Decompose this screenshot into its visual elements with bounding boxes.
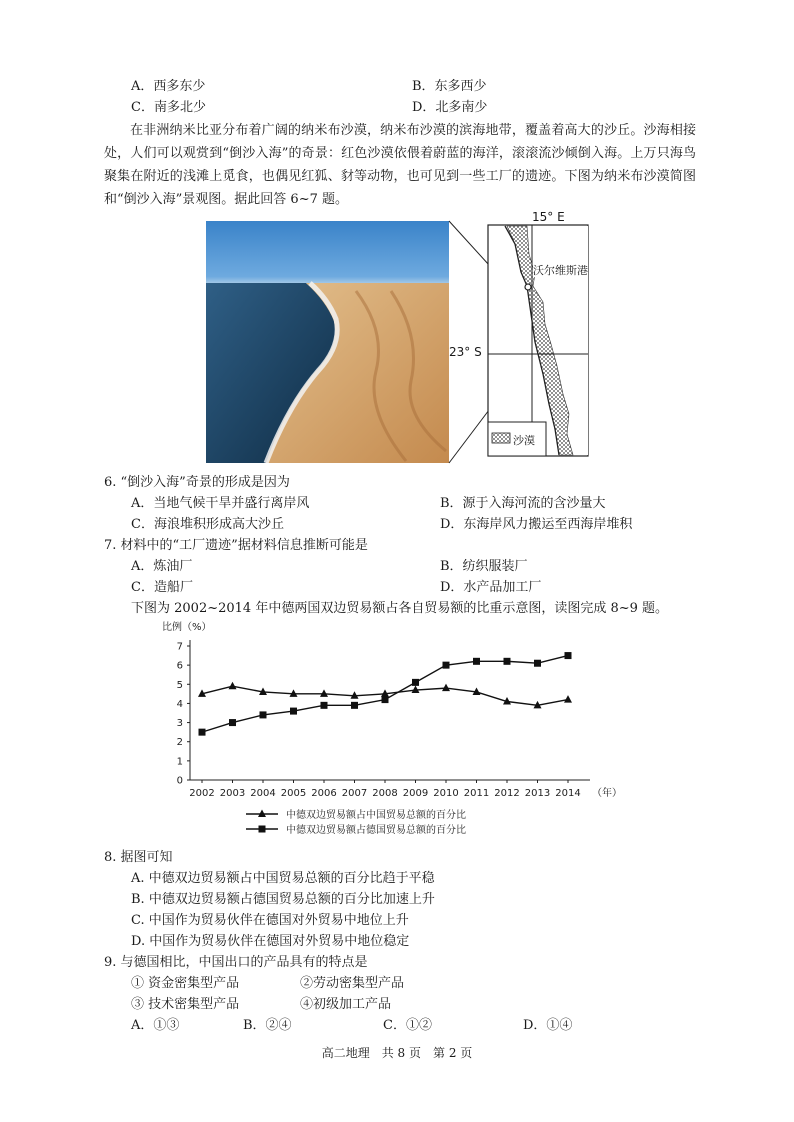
- legend-desert-swatch: [492, 433, 510, 443]
- q8-option-b: B. 中德双边贸易额占德国贸易总额的百分比加速上升: [131, 892, 435, 907]
- y-tick-label: 7: [176, 641, 183, 653]
- q7-stem: 7. 材料中的“工厂遗迹”据材料信息推断可能是: [104, 538, 368, 553]
- square-point: [229, 719, 236, 726]
- x-tick-label: 2007: [341, 788, 368, 799]
- y-tick-label: 0: [176, 775, 183, 787]
- square-point: [443, 662, 450, 669]
- x-tick-label: 2011: [463, 788, 490, 799]
- q9-option-b: B．②④: [243, 1018, 292, 1033]
- walvis-bay-marker: [525, 284, 531, 290]
- x-tick-label: 2008: [372, 788, 398, 799]
- triangle-point: [229, 682, 237, 690]
- square-point: [534, 660, 541, 667]
- legend-triangle-marker: [258, 810, 266, 818]
- x-tick-label: 2013: [524, 788, 551, 799]
- triangle-point: [442, 684, 450, 692]
- q7-option-a: A．炼油厂: [131, 559, 193, 574]
- x-tick-label: 2003: [219, 788, 246, 799]
- x-tick-label: 2002: [189, 788, 215, 799]
- legend-label-2: 中德双边贸易额占德国贸易总额的百分比: [286, 825, 466, 836]
- longitude-label: 15° E: [532, 210, 565, 224]
- square-point: [565, 652, 572, 659]
- q6-option-b: B．源于入海河流的含沙量大: [440, 496, 606, 511]
- x-tick-label: 2005: [280, 788, 307, 799]
- q89-intro: 下图为 2002~2014 年中德两国双边贸易额占各自贸易额的比重示意图，读图完成 8~9 题。: [131, 601, 669, 616]
- square-point: [412, 679, 419, 686]
- square-point: [199, 729, 206, 736]
- y-tick-label: 3: [176, 718, 183, 730]
- x-tick-label: 2004: [250, 788, 276, 799]
- q9-option-c: C．①②: [383, 1018, 432, 1033]
- x-tick-label: 2006: [311, 788, 337, 799]
- sand-into-sea-photo: [206, 221, 449, 463]
- y-tick-label: 6: [176, 660, 183, 672]
- y-axis-label: 比例（%）: [162, 622, 212, 633]
- y-tick-label: 4: [176, 698, 183, 710]
- legend-desert-label: 沙漠: [513, 434, 535, 447]
- y-tick-label: 2: [176, 737, 183, 749]
- x-tick-label: 2014: [555, 788, 581, 799]
- q7-option-c: C．造船厂: [131, 580, 193, 595]
- q5-option-a: A．西多东少: [131, 79, 206, 94]
- legend-square-marker: [259, 826, 266, 833]
- triangle-point: [320, 689, 328, 697]
- q8-stem: 8. 据图可知: [104, 850, 173, 865]
- trade-share-chart: [160, 618, 630, 840]
- square-point: [321, 702, 328, 709]
- q9-option-a: A．①③: [131, 1018, 180, 1033]
- square-point: [351, 702, 358, 709]
- q8-option-c: C. 中国作为贸易伙伴在德国对外贸易中地位上升: [131, 913, 409, 928]
- walvis-bay-label: 沃尔维斯港: [533, 264, 588, 277]
- q7-option-d: D．水产品加工厂: [440, 580, 542, 595]
- x-axis-label: （年）: [592, 788, 622, 799]
- q9-item-1: ① 资金密集型产品: [131, 976, 240, 991]
- y-tick-label: 1: [176, 756, 183, 768]
- y-tick-label: 5: [176, 679, 183, 691]
- square-point: [260, 711, 267, 718]
- q7-option-b: B．纺织服装厂: [440, 559, 528, 574]
- material-paragraph: 在非洲纳米比亚分布着广阔的纳米布沙漠，纳米布沙漠的滨海地带，覆盖着高大的沙丘。沙海相接处，人们可以观赏到“倒沙入海”的奇景：红色沙漠依偎着蔚蓝的海洋，滚滚流沙倾倒入海。上万只海鸟聚集在附近的浅滩上觅食，也偶见红狐、豺等动物，也可见到一些工厂的遗迹。下图为纳米布沙漠简图和“倒沙入海”景观图。据此回答 6~7 题。: [104, 123, 696, 207]
- q9-item-3: ③ 技术密集型产品: [131, 997, 240, 1012]
- x-tick-label: 2012: [494, 788, 520, 799]
- q6-stem: 6. “倒沙入海”奇景的形成是因为: [104, 475, 290, 490]
- q9-item-4: ④初级加工产品: [300, 997, 392, 1012]
- x-tick-label: 2009: [402, 788, 429, 799]
- square-point: [290, 708, 297, 715]
- square-point: [382, 696, 389, 703]
- latitude-label: 23° S: [449, 345, 482, 359]
- q8-option-d: D. 中国作为贸易伙伴在德国对外贸易中地位稳定: [131, 934, 410, 949]
- q6-option-a: A．当地气候干旱并盛行离岸风: [131, 496, 310, 511]
- q8-option-a: A. 中德双边贸易额占中国贸易总额的百分比趋于平稳: [131, 871, 435, 886]
- namib-desert-map: [487, 224, 589, 457]
- q6-option-c: C．海浪堆积形成高大沙丘: [131, 517, 284, 532]
- q6-option-d: D．东海岸风力搬运至西海岸堆积: [440, 517, 633, 532]
- q5-option-b: B．东多西少: [412, 79, 487, 94]
- page-footer: 高二地理 共 8 页 第 2 页: [321, 1046, 473, 1060]
- x-tick-label: 2010: [433, 788, 459, 799]
- square-point: [504, 658, 511, 665]
- square-point: [473, 658, 480, 665]
- q5-option-c: C．南多北少: [131, 100, 206, 115]
- legend-label-1: 中德双边贸易额占中国贸易总额的百分比: [286, 810, 466, 821]
- q9-stem: 9. 与德国相比，中国出口的产品具有的特点是: [104, 955, 368, 970]
- triangle-point: [564, 695, 572, 703]
- q5-option-d: D．北多南少: [412, 100, 488, 115]
- q9-option-d: D．①④: [523, 1018, 573, 1033]
- q9-item-2: ②劳动密集型产品: [300, 976, 405, 991]
